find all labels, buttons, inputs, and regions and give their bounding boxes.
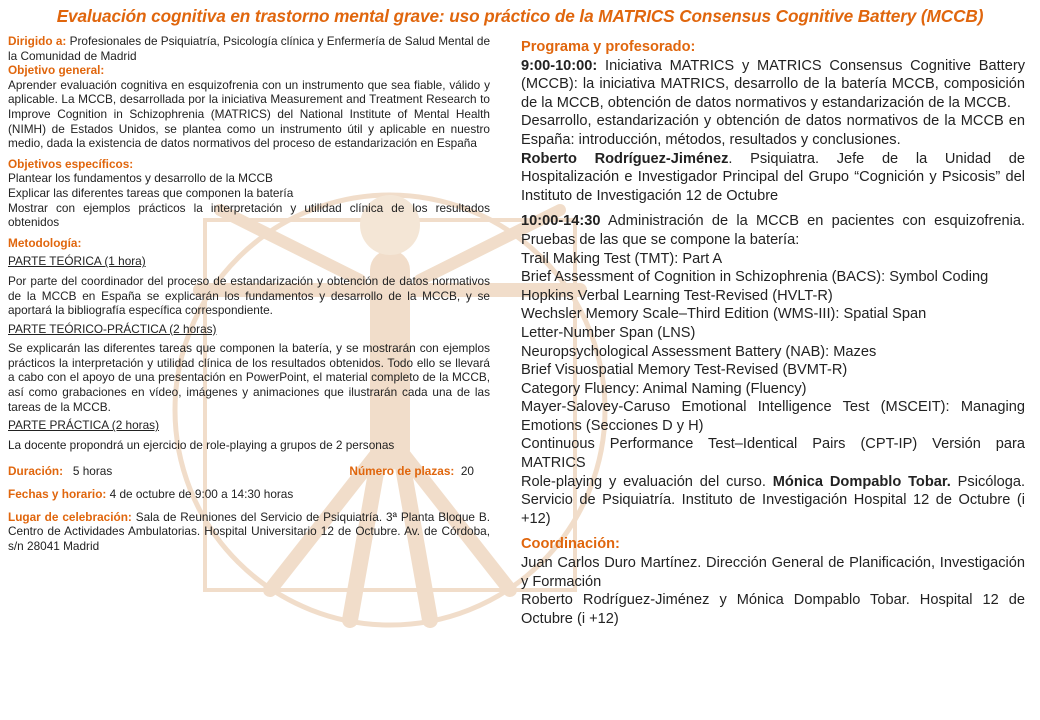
fechas-label: Fechas y horario:	[8, 487, 107, 502]
lugar-section	[8, 510, 490, 554]
parte-teorica-label: PARTE TEÓRICA (1 hora)	[8, 254, 146, 269]
parte-teorico-practica-text: Se explicarán las diferentes tareas que componen la batería, y se mostrarán con ejemplos prácticos la interpretación y utilidad clínica de los resultados obtenidos. Todo ello se llevará a cabo con el apoyo de una presentación en PowerPoint, el material completo de la MCCB, así como grabaciones en vídeo, imágenes y animaciones que ilustrarán cada una de las tareas de la MCCB.	[8, 341, 490, 414]
lugar-label: Lugar de celebración:	[8, 509, 132, 524]
session-1-speaker-block	[521, 150, 1025, 206]
dirigido-label: Dirigido a:	[8, 34, 67, 48]
session-1-text: Iniciativa MATRICS y MATRICS Consensus Cognitive Battery (MCCB): la iniciativa MATRICS, desarrollo de la batería MCCB, composición de la MCCB, obtención de datos normativos y estandarización de la MCCB.	[521, 57, 1025, 111]
parte-teorica-text: Por parte del coordinador del proceso de estandarización y obtención de datos normativos de la MCCB en España se explicarán los fundamentos y desarrollo de la MCCB, y se aportará la bibliografía específica correspondiente.	[8, 273, 490, 318]
fechas-section	[8, 487, 490, 502]
coordinador-1: Juan Carlos Duro Martínez. Dirección General de Planificación, Investigación y Formación	[521, 555, 1025, 590]
duracion-value: 5 horas	[72, 464, 113, 479]
session-1-speaker: Roberto Rodríguez-Jiménez	[521, 150, 729, 167]
page-title: Evaluación cognitiva en trastorno mental grave: uso práctico de la MATRICS Consensus Cognitive Battery (MCCB)	[56, 6, 984, 26]
duracion	[8, 464, 112, 479]
objetivos-especificos-label: Objetivos específicos:	[8, 156, 134, 171]
objetivo-general-label: Objetivo general:	[8, 63, 105, 78]
parte-practica-text: La docente propondrá un ejercicio de role-playing a grupos de 2 personas	[8, 437, 395, 452]
test-item: Trail Making Test (TMT): Part A	[521, 250, 723, 267]
coordinacion-label: Coordinación:	[521, 536, 620, 553]
objetivo-especifico-item: Explicar las diferentes tareas que componen la batería	[8, 185, 294, 200]
test-item: Brief Visuospatial Memory Test-Revised (BVMT-R)	[521, 362, 848, 379]
duracion-plazas-row	[8, 464, 490, 479]
test-item: Continuous Performance Test–Identical Pairs (CPT-IP) Versión para MATRICS	[521, 436, 1025, 472]
objetivo-general-text: Aprender evaluación cognitiva en esquizofrenia con un instrumento que sea fiable, válido y aplicable. La MCCB, desarrollada por la iniciativa Measurement and Treatment Research to Improve Cognition in Schizophrenia (MATRICS) del National Institute of Mental Health (NIMH) de Estados Unidos, se plantea como un instrumento útil y aplicable en nuestro medio, dada la existencia de datos normativos del proceso de estandarización en España	[8, 77, 490, 151]
duracion-label: Duración:	[8, 464, 64, 479]
fechas-value: 4 de octubre de 9:00 a 14:30 horas	[109, 487, 294, 502]
session-1	[521, 57, 1025, 113]
programa-label: Programa y profesorado:	[521, 39, 696, 55]
test-item: Mayer-Salovey-Caruso Emotional Intelligence Test (MSCEIT): Managing Emotions (Secciones D y H)	[521, 399, 1025, 434]
plazas-label: Número de plazas:	[349, 464, 455, 479]
test-item: Neuropsychological Assessment Battery (NAB): Mazes	[521, 343, 877, 360]
test-item: Hopkins Verbal Learning Test-Revised (HVLT-R)	[521, 287, 833, 304]
session-2-time: 10:00-14:30	[521, 213, 601, 230]
session-1-text-2: Desarrollo, estandarización y obtención de datos normativos de la MCCB en España: introducción, métodos, resultados y conclusiones.	[521, 113, 1025, 148]
session-2	[521, 212, 1025, 249]
test-item: Category Fluency: Animal Naming (Fluency)	[521, 380, 807, 397]
session-2-speaker-info: Psicóloga. Servicio de Psiquiatría. Instituto de Investigación Hospital 12 de Octubre (i +12)	[521, 473, 1026, 527]
plazas	[349, 464, 474, 479]
metodologia-label: Metodología:	[8, 235, 82, 250]
lugar-value: Sala de Reuniones del Servicio de Psiquiatría. 3ª Planta Bloque B. Centro de Actividades Ambulatorias. Hospital Universitario 12 de Octubre. Av. de Córdoba, s/n 28041 Madrid	[8, 509, 490, 553]
session-1-time: 9:00-10:00:	[521, 57, 598, 74]
coordinador-2: Roberto Rodríguez-Jiménez y Mónica Dompablo Tobar. Hospital 12 de Octubre (i +12)	[521, 592, 1025, 627]
dirigido-section	[8, 34, 490, 63]
session-2-text: Administración de la MCCB en pacientes con esquizofrenia. Pruebas de las que se compone la batería:	[521, 213, 1025, 248]
session-1-speaker-info: . Psiquiatra. Jefe de la Unidad de Hospitalización e Investigador Principal del Grupo “Cognición y Psicosis” del Instituto de Investigación 12 de Octubre	[521, 150, 1025, 204]
roleplay-text: Role-playing y evaluación del curso.	[521, 473, 773, 490]
parte-teorico-practica-label: PARTE TEÓRICO-PRÁCTICA (2 horas)	[8, 321, 217, 336]
session-2-speaker: Mónica Dompablo Tobar.	[772, 473, 951, 490]
test-item: Letter-Number Span (LNS)	[521, 324, 696, 341]
parte-practica-label: PARTE PRÁCTICA (2 horas)	[8, 418, 159, 433]
plazas-value: 20	[460, 464, 474, 479]
objetivo-especifico-item: Plantear los fundamentos y desarrollo de la MCCB	[8, 171, 273, 186]
session-2-roleplay	[521, 473, 1025, 529]
test-item: Wechsler Memory Scale–Third Edition (WMS-III): Spatial Span	[521, 306, 927, 323]
dirigido-text: Profesionales de Psiquiatría, Psicología clínica y Enfermería de Salud Mental de la Comunidad de Madrid	[8, 34, 491, 63]
objetivo-especifico-item: Mostrar con ejemplos prácticos la interpretación y utilidad clínica de los resultados obtenidos	[8, 200, 490, 230]
left-column	[8, 34, 490, 553]
right-column	[521, 38, 1025, 628]
test-item: Brief Assessment of Cognition in Schizophrenia (BACS): Symbol Coding	[521, 269, 989, 286]
